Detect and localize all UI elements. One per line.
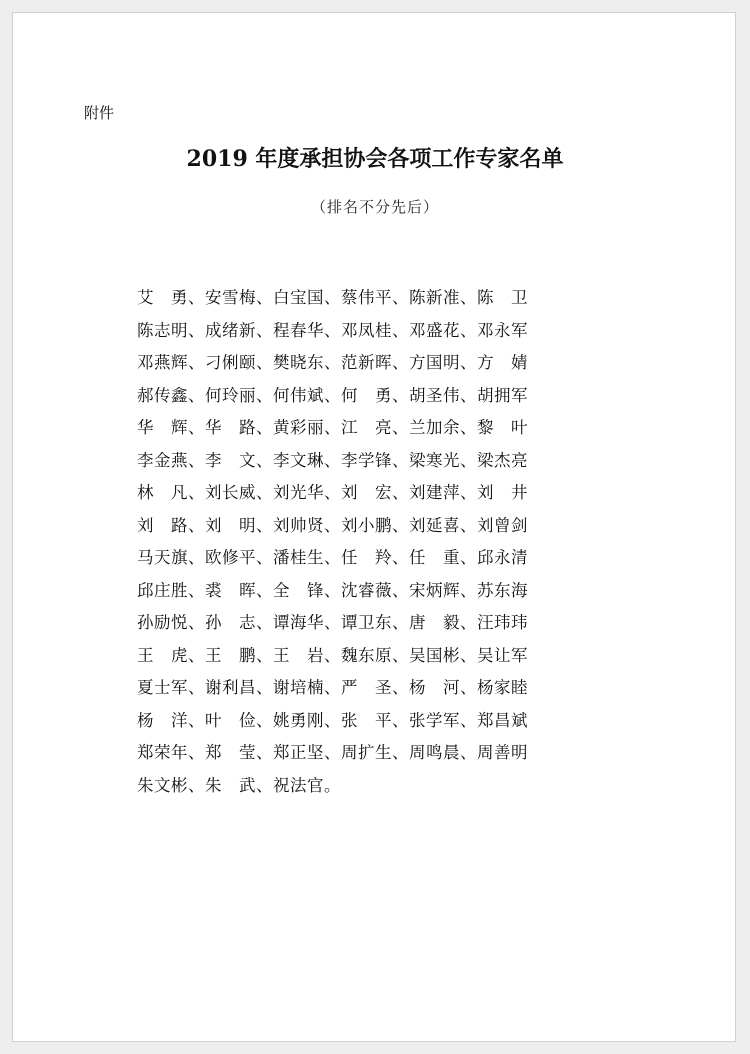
document-title: 2019 年度承担协会各项工作专家名单 (186, 146, 564, 172)
name-line: 陈志明、成绪新、程春华、邓凤桂、邓盛花、邓永军 (137, 320, 528, 340)
name-line: 郑荣年、郑 莹、郑正坚、周扩生、周鸣晨、周善明 (137, 743, 528, 762)
name-line: 夏士军、谢利昌、谢培楠、严 圣、杨 河、杨家睦 (137, 678, 528, 697)
name-line: 刘 路、刘 明、刘帅贤、刘小鹏、刘延喜、刘曾剑 (137, 515, 528, 535)
attachment-label: 附件 (84, 104, 115, 122)
name-line: 林 凡、刘长威、刘光华、刘 宏、刘建萍、刘 井 (137, 483, 528, 502)
name-line: 郝传鑫、何玲丽、何伟斌、何 勇、胡圣伟、胡拥军 (137, 385, 528, 405)
name-line: 王 虎、王 鹏、王 岩、魏东原、吴国彬、吴让军 (137, 645, 528, 665)
name-line: 杨 洋、叶 俭、姚勇刚、张 平、张学军、郑昌斌 (137, 710, 528, 730)
name-line: 朱文彬、朱 武、祝法官。 (137, 775, 341, 795)
name-line: 孙励悦、孙 志、谭海华、谭卫东、唐 毅、汪玮玮 (137, 613, 528, 632)
expert-name-list (137, 285, 597, 805)
name-line: 马天旗、欧修平、潘桂生、任 羚、任 重、邱永清 (137, 548, 528, 567)
name-line: 李金燕、李 文、李文琳、李学锋、梁寒光、梁杰亮 (137, 450, 528, 470)
name-line: 艾 勇、安雪梅、白宝国、蔡伟平、陈新准、陈 卫 (137, 288, 528, 307)
name-line: 华 辉、华 路、黄彩丽、江 亮、兰加余、黎 叶 (137, 418, 528, 437)
name-line: 邱庄胜、裘 晖、全 锋、沈睿薇、宋炳辉、苏东海 (137, 580, 528, 600)
document-subtitle: （排名不分先后） (310, 198, 439, 216)
name-line: 邓燕辉、刁俐颐、樊晓东、范新晖、方国明、方 婧 (137, 353, 528, 372)
